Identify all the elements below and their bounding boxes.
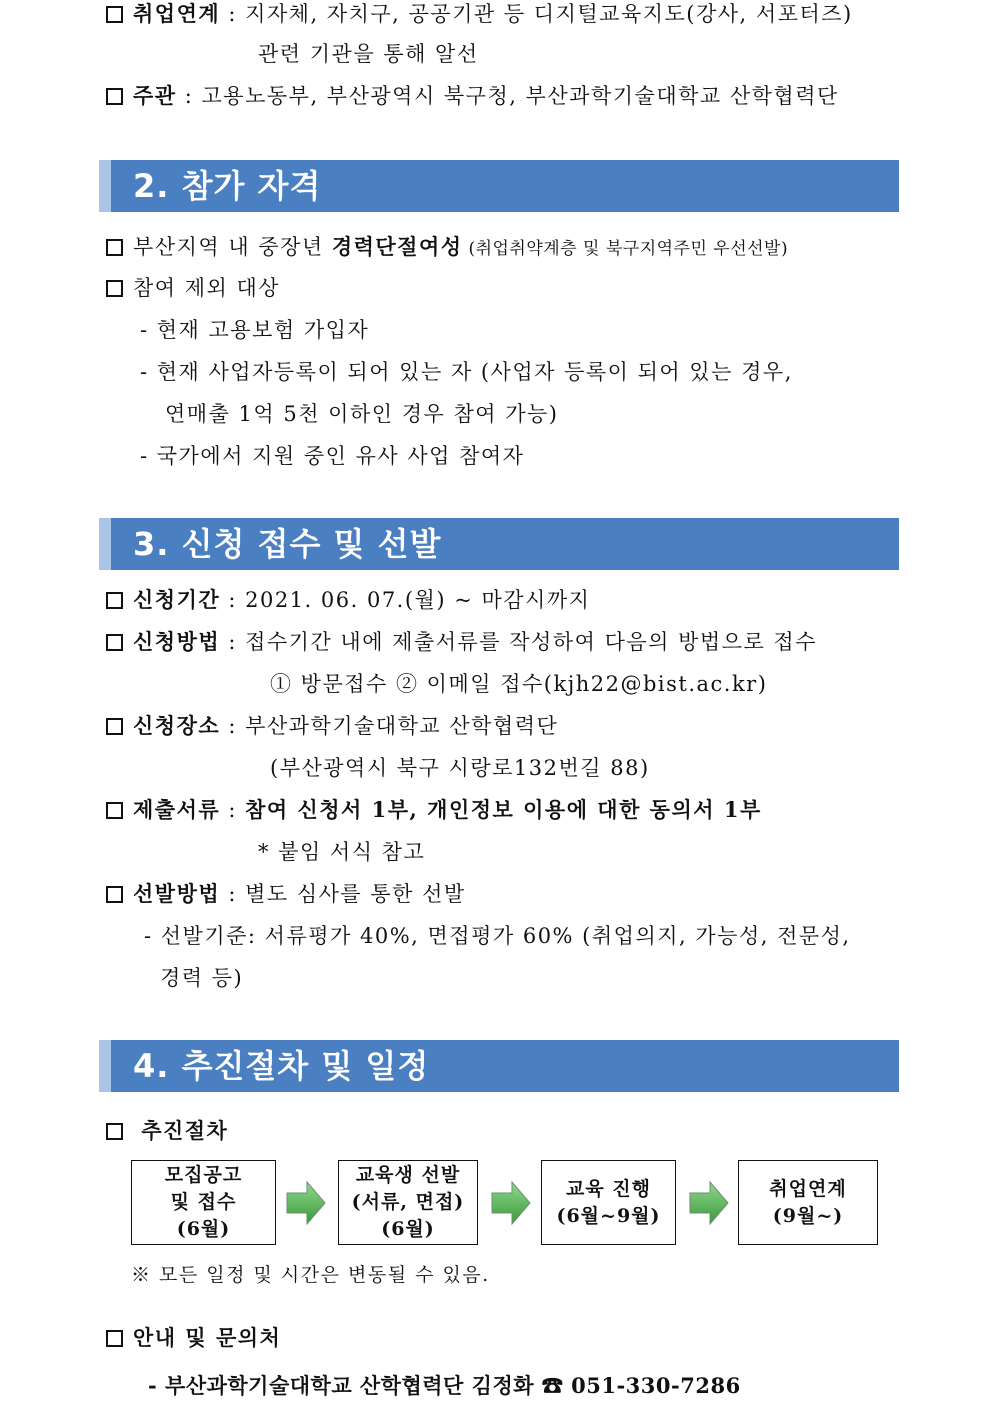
method-row: 신청방법 : 접수기간 내에 제출서류를 작성하여 다음의 방법으로 접수 <box>106 628 817 656</box>
step-education: 교육 진행 (6월~9월) <box>541 1160 676 1245</box>
exclusion-item: 참여 제외 대상 <box>106 274 280 302</box>
select-row: 선발방법 : 별도 심사를 통한 선발 <box>106 880 466 908</box>
step-recruit: 모집공고 및 접수 (6월) <box>131 1160 276 1245</box>
career-break-women: 경력단절여성 <box>331 234 463 259</box>
exclusion-sub-3: - 국가에서 지원 중인 유사 사업 참여자 <box>140 444 525 468</box>
exclusion-sub-2: - 현재 사업자등록이 되어 있는 자 (사업자 등록이 되어 있는 경우, <box>140 360 793 384</box>
arrow-right-icon <box>285 1180 327 1226</box>
procedure-row: 추진절차 <box>106 1117 228 1145</box>
checkbox-icon <box>106 1123 123 1140</box>
job-link-row <box>106 0 853 28</box>
section-4-header <box>99 1040 899 1092</box>
checkbox-icon <box>106 1330 123 1347</box>
job-link-text-cont: 관련 기관을 통해 알선 <box>258 42 479 66</box>
arrow-right-icon <box>688 1180 730 1226</box>
docs-note: * 붙임 서식 참고 <box>258 840 426 864</box>
checkbox-icon <box>106 239 123 256</box>
checkbox-icon <box>106 718 123 735</box>
host-text: : 고용노동부, 부산광역시 북구청, 부산과학기술대학교 산학협력단 <box>184 84 839 108</box>
period-row: 신청기간 : 2021. 06. 07.(월) ~ 마감시까지 <box>106 586 590 614</box>
place-address: (부산광역시 북구 시랑로132번길 88) <box>270 756 650 780</box>
step-selection: 교육생 선발 (서류, 면접) (6월) <box>338 1160 478 1245</box>
checkbox-icon <box>106 634 123 651</box>
checkbox-icon <box>106 592 123 609</box>
section-2-header <box>99 160 899 212</box>
checkbox-icon <box>106 88 123 105</box>
host-row <box>106 82 839 110</box>
section-2-title: 2. 참가 자격 <box>133 167 322 205</box>
select-criteria: - 선발기준: 서류평가 40%, 면접평가 60% (취업의지, 가능성, 전문성, <box>144 924 851 948</box>
eligibility-item: 부산지역 내 중장년 경력단절여성 (취업취약계층 및 북구지역주민 우선선발) <box>106 233 788 263</box>
section-3-title: 3. 신청 접수 및 선발 <box>133 525 442 563</box>
step-job-link: 취업연계 (9월~) <box>738 1160 878 1245</box>
schedule-note: ※ 모든 일정 및 시간은 변동될 수 있음. <box>131 1264 490 1286</box>
checkbox-icon <box>106 280 123 297</box>
arrow-right-icon <box>490 1180 532 1226</box>
job-link-label: 취업연계 <box>133 1 221 26</box>
checkbox-icon <box>106 886 123 903</box>
place-row: 신청장소 : 부산과학기술대학교 산학협력단 <box>106 712 558 740</box>
select-criteria-cont: 경력 등) <box>160 966 244 990</box>
host-label: 주관 <box>133 83 177 108</box>
exclusion-sub-2-cont: 연매출 1억 5천 이하인 경우 참여 가능) <box>165 402 559 426</box>
job-link-text: : 지자체, 자치구, 공공기관 등 디지털교육지도(강사, 서포터즈) <box>228 2 853 26</box>
method-options: ① 방문접수 ② 이메일 접수(kjh22@bist.ac.kr) <box>270 672 768 696</box>
checkbox-icon <box>106 802 123 819</box>
contact-row: 안내 및 문의처 <box>106 1324 281 1352</box>
section-3-header <box>99 518 899 570</box>
checkbox-icon <box>106 6 123 23</box>
docs-row: 제출서류 : 참여 신청서 1부, 개인정보 이용에 대한 동의서 1부 <box>106 796 762 824</box>
contact-info: - 부산과학기술대학교 산학협력단 김정화 ☎ 051-330-7286 <box>148 1373 741 1398</box>
exclusion-sub-1: - 현재 고용보험 가입자 <box>140 318 370 342</box>
section-4-title: 4. 추진절차 및 일정 <box>133 1047 430 1085</box>
